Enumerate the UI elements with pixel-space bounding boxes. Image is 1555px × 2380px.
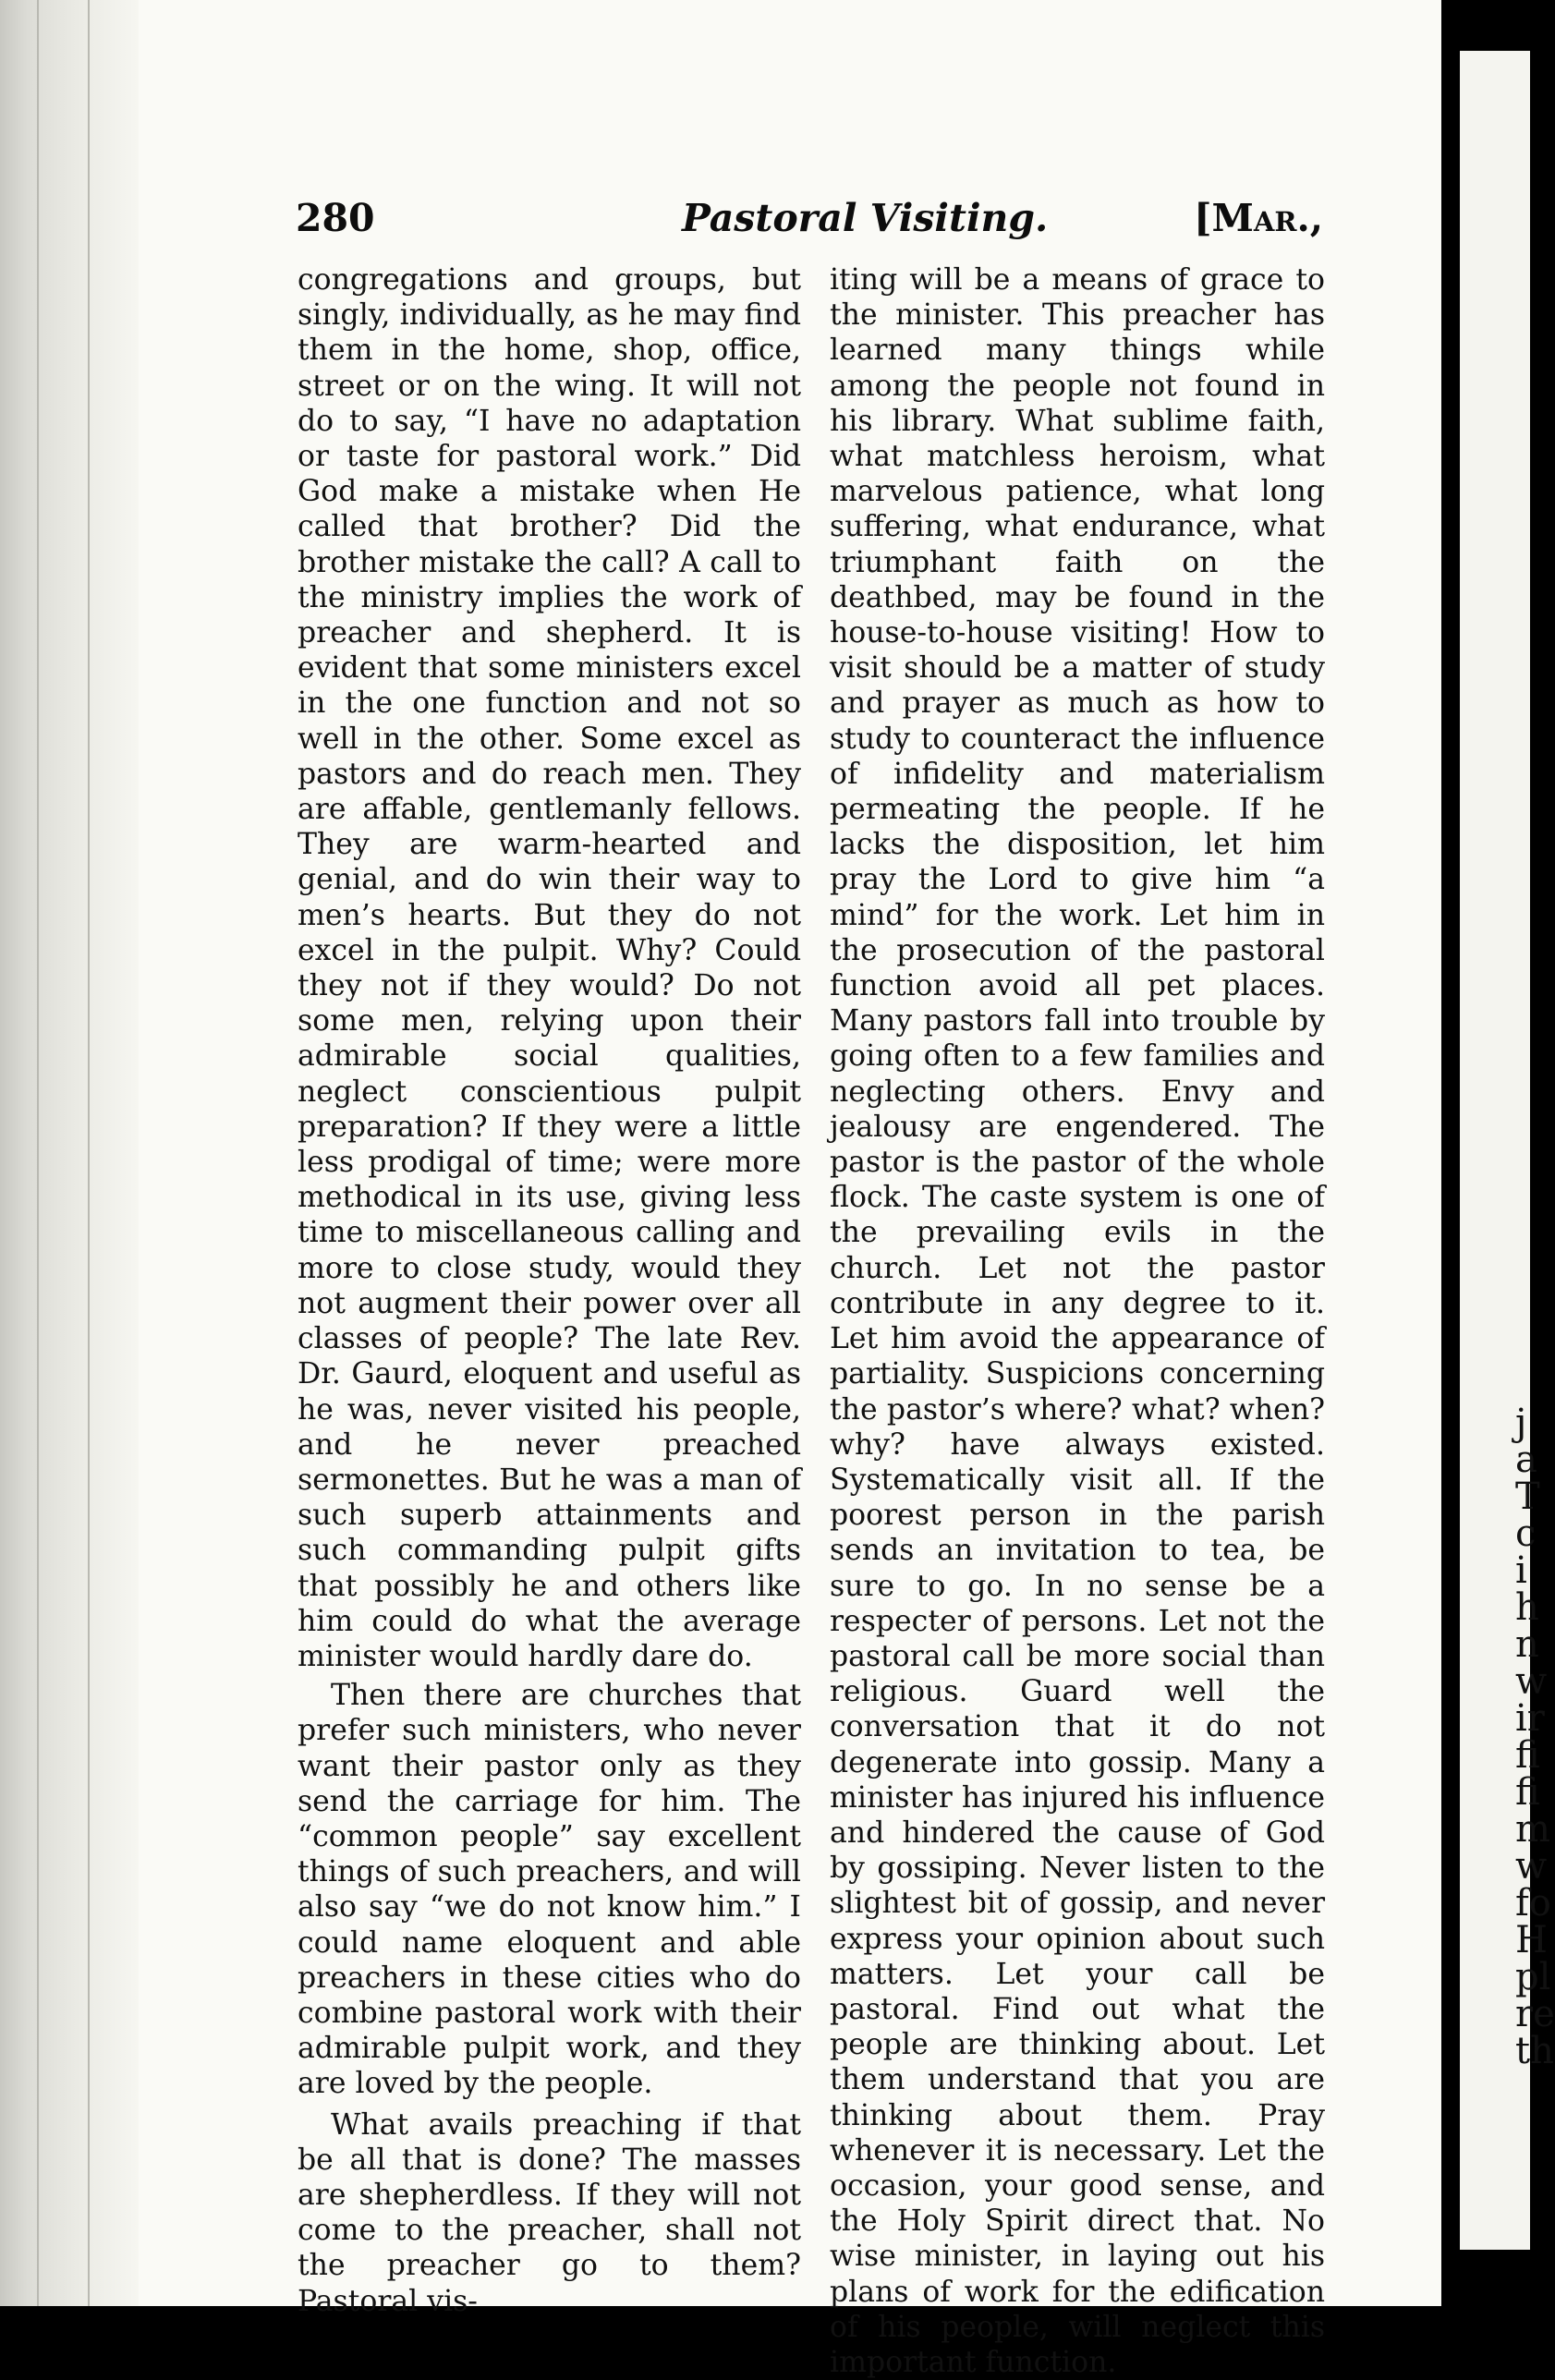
page-gutter (0, 0, 139, 2306)
adjacent-page-fragment: w (1515, 1660, 1548, 1703)
running-title: Pastoral Visiting. (682, 196, 1049, 240)
adjacent-page-fragment: m (1515, 1808, 1550, 1851)
paragraph: iting will be a means of grace to the minister. This preacher has learned many things while among the people not found in his library. What sublime faith, what matchless heroism, what marvelous patience, what long suffering, what endurance, what triumphant faith on the deathbed, may be found in the house-to-house visiting! How to visit should be a matter of study and prayer as much as how to study to counteract the influence of infidelity and materialism permeating the people. If he lacks the disposition, let him pray the Lord to give him “a mind” for the work. Let him in the prosecution of the pastoral function avoid all pet places. Many pastors fall into trouble by going often to a few families and neglecting others. Envy and jealousy are engendered. The pastor is the pastor of the whole flock. The caste system is one of the prevailing evils in the church. Let not the pastor contribute in any degree to it. Let him avoid the appearance of partiality. Suspicions concerning the pastor’s where? what? when? why? have always existed. Systematically visit all. If the poorest person in the parish sends an invitation to tea, be sure to go. In no sense be a respecter of persons. Let not the pastoral call be more social than religious. Guard well the conversation that it do not degenerate into gossip. Many a minister has injured his influence and hindered the cause of God by gossiping. Never listen to the slightest bit of gossip, and never express your opinion about such matters. Let your call be pastoral. Find out what the people are thinking about. Let them understand that you are thinking about them. Pray whenever it is necessary. Let the occasion, your good sense, and the Holy Spirit direct that. No wise minister, in laying out his plans of work for the edification of his people, will neglect this important function. (830, 263, 1325, 2379)
adjacent-page-fragment: T (1515, 1475, 1540, 1518)
adjacent-page-fragment: th (1515, 2030, 1554, 2072)
adjacent-page-fragment: fi (1515, 1734, 1540, 1777)
page-number: 280 (296, 196, 375, 240)
gutter-shadow-line (37, 0, 39, 2306)
adjacent-page-fragment: pl (1515, 1956, 1551, 1998)
adjacent-page-fragment: fi (1515, 1771, 1540, 1814)
adjacent-page-fragment: a (1515, 1439, 1537, 1481)
adjacent-page-text (1515, 1402, 1555, 2072)
adjacent-page-fragment: i (1515, 1549, 1527, 1592)
adjacent-page-fragment: H (1515, 1919, 1548, 1961)
adjacent-page-fragment: c (1515, 1512, 1537, 1555)
adjacent-page-fragment: n (1515, 1623, 1539, 1666)
gutter-shadow-line (88, 0, 90, 2306)
paragraph: What avails preaching if that be all that is done? The masses are shepherdless. If they will not come to the preacher, shall not the preacher go to them? Pastoral vis- (298, 2107, 801, 2318)
adjacent-page-fragment: j (1515, 1402, 1527, 1444)
paragraph: congregations and groups, but singly, individually, as he may find them in the home, shop, office, street or on the wing. It will not do to say, “I have no adaptation or taste for pastoral work.” Did God make a mistake when He called that brother? Did the brother mistake the call? A call to the ministry implies the work of preacher and shepherd. It is evident that some ministers excel in the one function and not so well in the other. Some excel as pastors and do reach men. They are affable, gentlemanly fellows. They are warm-hearted and genial, and do win their way to men’s hearts. But they do not excel in the pulpit. Why? Could they not if they would? Do not some men, relying upon their admirable social qualities, neglect conscientious pulpit preparation? If they were a little less prodigal of time; were more methodical in its use, giving less time to miscellaneous calling and more to close study, would they not augment their power over all classes of people? The late Rev. Dr. Gaurd, eloquent and useful as he was, never visited his people, and he never preached sermonettes. But he was a man of such superb attainments and such commanding pulpit gifts that possibly he and others like him could do what the average minister would hardly dare do. (298, 263, 801, 1673)
adjacent-page-fragment: fo (1515, 1882, 1551, 1925)
page-header (296, 196, 1323, 248)
paragraph: Then there are churches that prefer such ministers, who never want their pastor only as they send the carriage for him. The “common people” say excellent things of such preachers, and will also say “we do not know him.” I could name eloquent and able preachers in these cities who do combine pastoral work with their admirable pulpit work, and they are loved by the people. (298, 1679, 801, 2101)
adjacent-page-fragment: re (1515, 1993, 1555, 2035)
adjacent-page-fragment: h (1515, 1586, 1539, 1629)
right-column (830, 262, 1325, 2380)
adjacent-page-fragment: ir (1515, 1697, 1545, 1740)
running-date: [Mar., (1194, 196, 1323, 240)
adjacent-page-fragment: w (1515, 1845, 1548, 1888)
left-column (298, 262, 801, 2319)
